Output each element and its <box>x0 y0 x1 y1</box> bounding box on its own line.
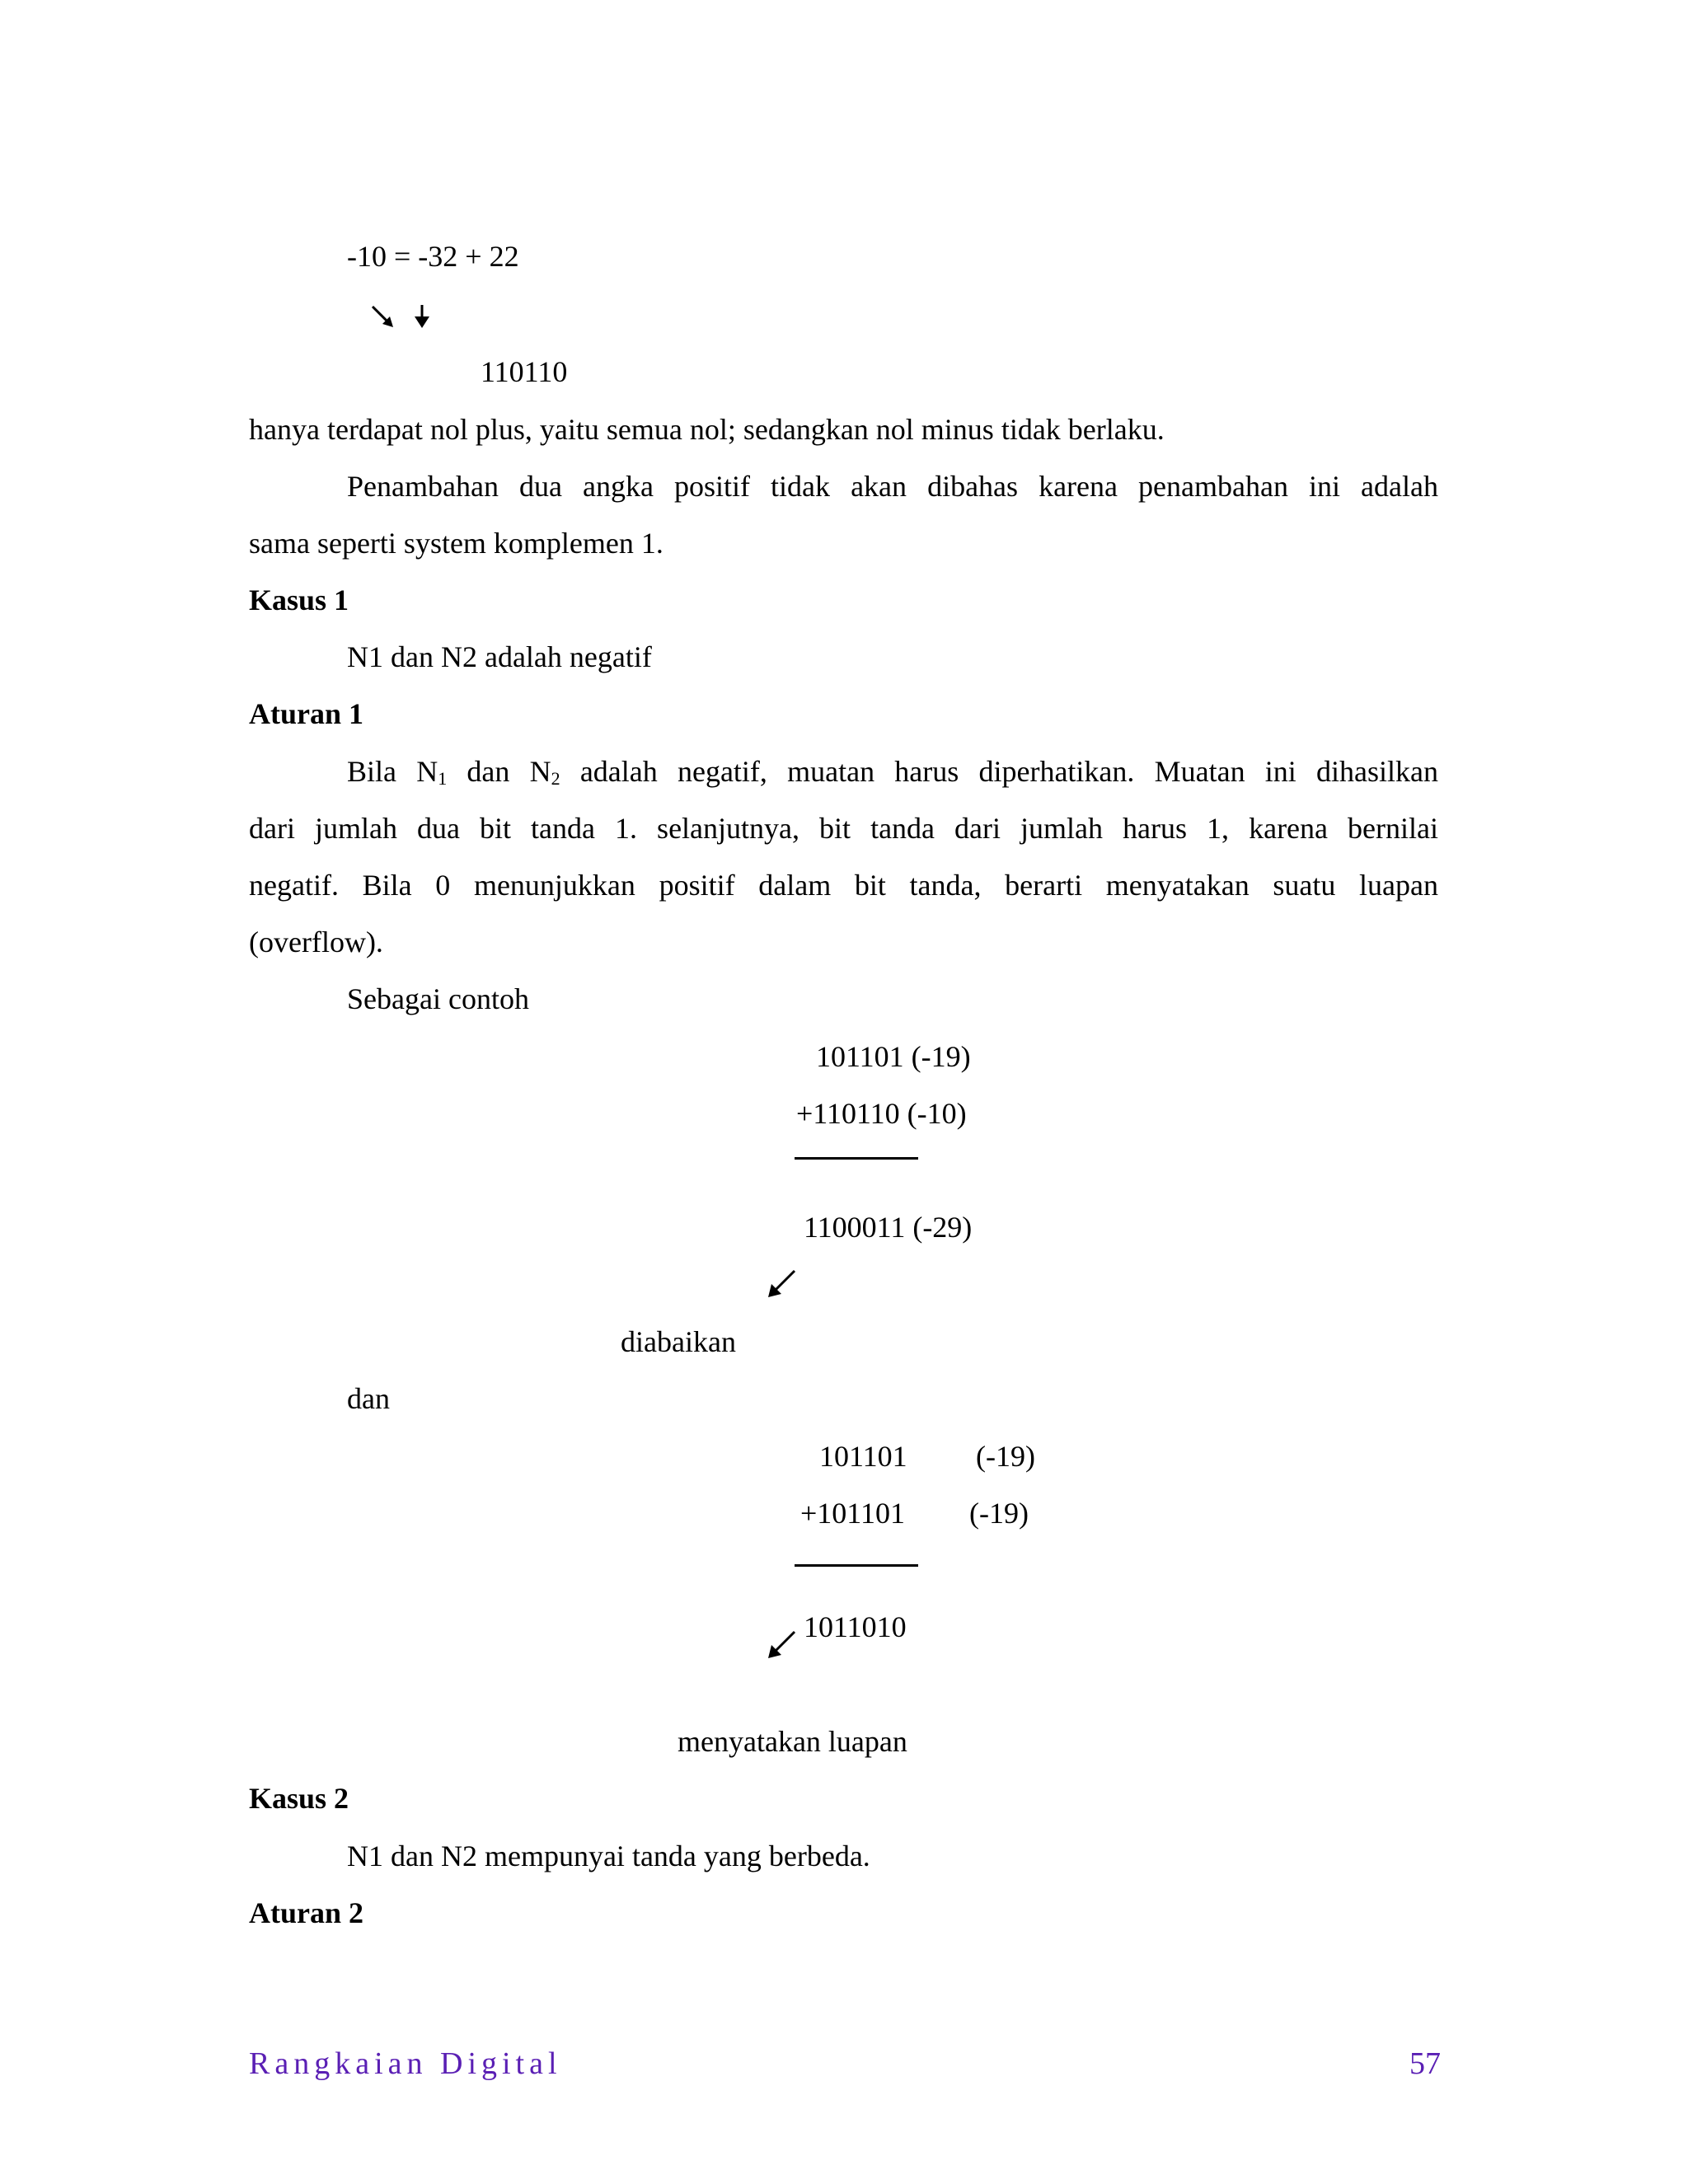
example1-sum: 1100011 (-29) <box>804 1211 973 1244</box>
example2-sum-line <box>795 1564 918 1567</box>
example2-note: menyatakan luapan <box>678 1725 907 1758</box>
connector-dan: dan <box>347 1382 390 1415</box>
diagonal-arrow-icon <box>371 305 396 330</box>
example1-note: diabaikan <box>621 1325 736 1358</box>
footer-page-number: 57 <box>1409 2046 1441 2081</box>
paragraph-addition-line1: Penambahan dua angka positif tidak akan dibahas karena penambahan ini adalah <box>347 470 1438 503</box>
aturan2-heading: Aturan 2 <box>249 1896 364 1929</box>
example2-operand2-value: (-19) <box>969 1497 1029 1530</box>
example2-operand1-bits: 101101 <box>819 1440 907 1473</box>
example-intro: Sebagai contoh <box>347 982 529 1015</box>
down-arrow-icon <box>412 305 432 330</box>
aturan1-line2: dari jumlah dua bit tanda 1. selanjutnya, bit tanda dari jumlah harus 1, karena bernilai <box>249 812 1438 845</box>
example1-operand1: 101101 (-19) <box>816 1040 971 1073</box>
paragraph-addition-line2: sama seperti system komplemen 1. <box>249 527 663 560</box>
example1-sum-line <box>795 1157 918 1160</box>
diagonal-arrow-icon <box>767 1630 796 1660</box>
footer-book-title: Rangkaian Digital <box>249 2046 562 2081</box>
kasus1-text: N1 dan N2 adalah negatif <box>347 640 652 673</box>
kasus2-text: N1 dan N2 mempunyai tanda yang berbeda. <box>347 1840 870 1872</box>
example2-operand2-bits: +101101 <box>800 1497 905 1530</box>
example1-operand2: +110110 (-10) <box>796 1097 967 1130</box>
aturan1-line1: Bila N1 dan N2 adalah negatif, muatan harus diperhatikan. Muatan ini dihasilkan <box>347 755 1438 789</box>
aturan1-line4: (overflow). <box>249 926 383 958</box>
aturan1-heading: Aturan 1 <box>249 697 364 730</box>
kasus2-heading: Kasus 2 <box>249 1782 349 1815</box>
paragraph-zero: hanya terdapat nol plus, yaitu semua nol; sedangkan nol minus tidak berlaku. <box>249 413 1165 446</box>
example2-sum: 1011010 <box>804 1610 907 1643</box>
example2-operand1-value: (-19) <box>976 1440 1035 1473</box>
example-binary-result: 110110 <box>481 355 568 388</box>
diagonal-arrow-icon <box>767 1269 796 1299</box>
kasus1-heading: Kasus 1 <box>249 583 349 616</box>
aturan1-line3: negatif. Bila 0 menunjukkan positif dalam bit tanda, berarti menyatakan suatu luapan <box>249 869 1438 902</box>
example-equation: -10 = -32 + 22 <box>347 240 519 273</box>
